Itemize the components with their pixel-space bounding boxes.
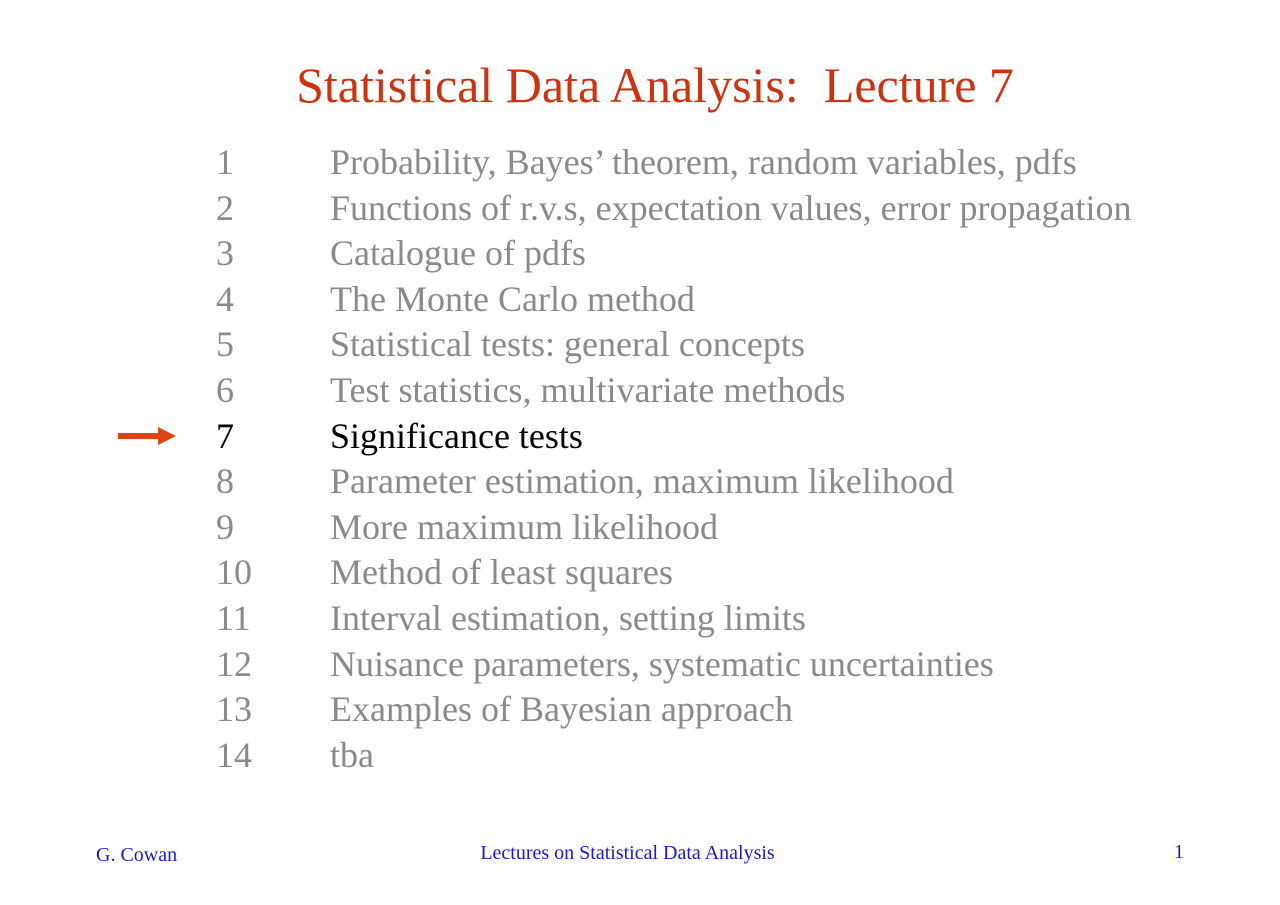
lecture-topic: Test statistics, multivariate methods [330,369,846,410]
footer-author: G. Cowan [96,844,178,866]
lecture-list [0,140,1280,778]
lecture-number: 1 [216,142,234,182]
lecture-number: 13 [216,689,252,730]
lecture-number: 12 [216,643,252,684]
lecture-topic: The Monte Carlo method [330,278,695,319]
lecture-row [0,733,1280,779]
lecture-row [0,368,1280,414]
lecture-topic: Functions of r.v.s, expectation values, error propagation [330,187,1132,228]
slide-title: Statistical Data Analysis: Lecture 7 [296,57,1014,113]
lecture-number: 8 [216,461,234,502]
lecture-number: 6 [216,369,234,410]
lecture-row [0,459,1280,505]
lecture-number: 11 [216,597,251,638]
lecture-row [0,687,1280,733]
lecture-number: 3 [216,233,234,274]
lecture-number: 4 [216,278,234,319]
lecture-topic: More maximum likelihood [330,506,718,547]
lecture-topic: tba [330,734,374,775]
lecture-row [0,505,1280,551]
lecture-topic: Nuisance parameters, systematic uncertainties [330,643,994,684]
lecture-row [0,277,1280,323]
lecture-topic: Probability, Bayes’ theorem, random variables, pdfs [330,142,1077,182]
lecture-row [0,550,1280,596]
lecture-number: 2 [216,187,234,228]
footer-course-title: Lectures on Statistical Data Analysis [480,842,775,864]
lecture-number: 7 [216,415,234,456]
lecture-topic: Method of least squares [330,552,673,593]
lecture-row [0,186,1280,232]
lecture-row [0,322,1280,368]
lecture-number: 10 [216,552,252,593]
lecture-topic: Examples of Bayesian approach [330,689,793,730]
lecture-row [0,140,1280,186]
lecture-row-current [0,414,1280,460]
lecture-topic: Significance tests [330,415,583,456]
page-number: 1 [1174,841,1184,863]
lecture-number: 14 [216,734,252,775]
lecture-row [0,231,1280,277]
right-arrow-icon [118,427,176,445]
lecture-topic: Parameter estimation, maximum likelihood [330,461,954,502]
lecture-row [0,642,1280,688]
lecture-number: 9 [216,506,234,547]
lecture-number: 5 [216,324,234,365]
lecture-topic: Catalogue of pdfs [330,233,586,274]
lecture-topic: Statistical tests: general concepts [330,324,805,365]
lecture-row [0,596,1280,642]
lecture-topic: Interval estimation, setting limits [330,597,806,638]
